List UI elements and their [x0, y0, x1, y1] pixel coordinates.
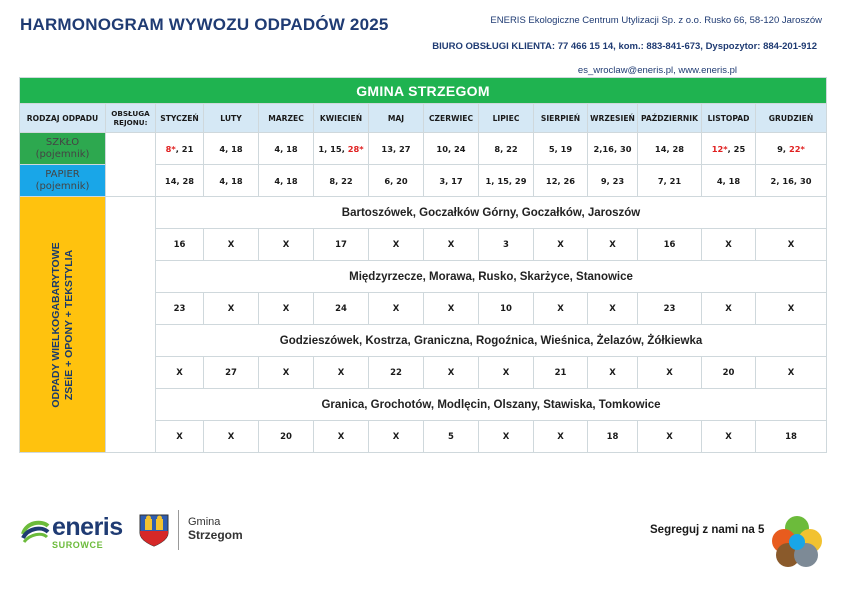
pickup-day-cell: X: [479, 357, 534, 389]
col-header-rodzaj: RODZAJ ODPADU: [20, 104, 106, 133]
szklo-date-cell: [534, 133, 588, 165]
date-value: 13, 27: [381, 143, 411, 154]
date-value: 1, 15,: [318, 143, 348, 154]
locality-list: Bartoszówek, Goczałków Górny, Goczałków, Jaroszów: [156, 197, 827, 229]
pickup-day-cell: X: [369, 293, 424, 325]
szklo-date-cell: [424, 133, 479, 165]
pickup-day-cell: X: [588, 357, 638, 389]
papier-date-cell: 7, 21: [638, 165, 702, 197]
col-header-obsluga: OBSŁUGA REJONU:: [106, 104, 156, 133]
pickup-day-cell: X: [424, 229, 479, 261]
locality-list: Granica, Grochotów, Modlęcin, Olszany, Stawiska, Tomkowice: [156, 389, 827, 421]
pickup-day-cell: 3: [479, 229, 534, 261]
date-special: 12*: [711, 143, 728, 154]
month-header: STYCZEŃ: [156, 104, 204, 133]
pickup-day-cell: 18: [756, 421, 827, 453]
szklo-date-cell: [204, 133, 259, 165]
page-title: HARMONOGRAM WYWOZU ODPADÓW 2025: [20, 15, 389, 34]
papier-date-cell: 1, 15, 29: [479, 165, 534, 197]
date-special: 28*: [347, 143, 364, 154]
date-value: 4, 18: [219, 143, 243, 154]
customer-service-phones: BIURO OBSŁUGI KLIENTA: 77 466 15 14, kom.: 883-841-673, Dyspozytor: 884-201-912: [432, 41, 817, 52]
pickup-day-cell: 17: [314, 229, 369, 261]
pickup-day-cell: 21: [534, 357, 588, 389]
date-special: 8*: [165, 143, 176, 154]
pickup-day-cell: X: [588, 229, 638, 261]
gmina-title: GMINA STRZEGOM: [20, 78, 827, 104]
pickup-day-cell: X: [204, 293, 259, 325]
pickup-day-cell: X: [424, 293, 479, 325]
pickup-day-cell: X: [204, 229, 259, 261]
waste-type-odpady: [20, 197, 106, 453]
month-header: LUTY: [204, 104, 259, 133]
strzegom-crest-icon: [139, 513, 169, 547]
month-header: LIPIEC: [479, 104, 534, 133]
papier-date-cell: 4, 18: [204, 165, 259, 197]
locality-list: Międzyrzecze, Morawa, Rusko, Skarżyce, Stanowice: [156, 261, 827, 293]
gmina-logo-line1: Gmina: [188, 516, 221, 528]
month-header: MARZEC: [259, 104, 314, 133]
month-header: SIERPIEŃ: [534, 104, 588, 133]
papier-date-cell: 12, 26: [534, 165, 588, 197]
eneris-logo: [20, 513, 130, 553]
pickup-day-cell: 23: [156, 293, 204, 325]
eneris-subtitle: SUROWCE: [52, 540, 104, 550]
gmina-logo-text: [188, 516, 243, 542]
pickup-day-cell: X: [259, 293, 314, 325]
waste-type-papier: [20, 165, 106, 197]
pickup-day-cell: 20: [259, 421, 314, 453]
gmina-header-row: [20, 78, 827, 104]
date-value: 5, 19: [548, 143, 573, 154]
pickup-day-cell: X: [314, 357, 369, 389]
pickup-day-cell: X: [156, 421, 204, 453]
pickup-day-cell: X: [588, 293, 638, 325]
date-value: 4, 18: [274, 143, 298, 154]
pickup-day-cell: X: [424, 357, 479, 389]
papier-date-cell: 9, 23: [588, 165, 638, 197]
five-fractions-recycling-icon: [770, 514, 824, 568]
odpady-label-line2: ZSEiE + OPONY + TEKSTYLIA: [62, 249, 75, 400]
locality-row: [20, 197, 827, 229]
szklo-date-cell: [588, 133, 638, 165]
schedule-table: [19, 77, 827, 453]
papier-date-cell: 2, 16, 30: [756, 165, 827, 197]
month-header: CZERWIEC: [424, 104, 479, 133]
company-address: ENERIS Ekologiczne Centrum Utylizacji Sp. z o.o. Rusko 66, 58-120 Jaroszów: [490, 15, 822, 26]
date-value: , 25: [727, 143, 746, 154]
pickup-day-cell: 5: [424, 421, 479, 453]
date-value: 2,16, 30: [593, 143, 632, 154]
date-special: 22*: [788, 143, 805, 154]
pickup-day-cell: X: [204, 421, 259, 453]
date-value: , 21: [175, 143, 194, 154]
papier-date-cell: 6, 20: [369, 165, 424, 197]
month-header: MAJ: [369, 104, 424, 133]
szklo-label: SZKŁO: [45, 136, 80, 148]
szklo-date-cell: [479, 133, 534, 165]
pickup-day-cell: X: [756, 293, 827, 325]
szklo-date-cell: [756, 133, 827, 165]
month-header: KWIECIEŃ: [314, 104, 369, 133]
szklo-date-cell: [156, 133, 204, 165]
pickup-day-cell: 16: [638, 229, 702, 261]
pickup-day-cell: X: [156, 357, 204, 389]
papier-date-cell: 4, 18: [259, 165, 314, 197]
contact-email-web: es_wroclaw@eneris.pl, www.eneris.pl: [577, 65, 737, 76]
szklo-date-cell: [369, 133, 424, 165]
szklo-row: [20, 133, 827, 165]
pickup-day-cell: X: [702, 421, 756, 453]
pickup-day-cell: X: [534, 229, 588, 261]
papier-date-cell: 14, 28: [156, 165, 204, 197]
locality-list: Godzieszówek, Kostrza, Graniczna, Rogoźnica, Wieśnica, Żelazów, Żółkiewka: [156, 325, 827, 357]
month-header: WRZESIEŃ: [588, 104, 638, 133]
odpady-vertical-label: [50, 242, 76, 407]
papier-date-cell: 3, 17: [424, 165, 479, 197]
date-value: 8, 22: [494, 143, 518, 154]
pickup-day-cell: X: [638, 421, 702, 453]
pickup-day-cell: X: [534, 293, 588, 325]
pickup-day-cell: 24: [314, 293, 369, 325]
pickup-day-cell: X: [702, 229, 756, 261]
pickup-day-cell: X: [756, 229, 827, 261]
footer-divider: [178, 510, 179, 550]
papier-date-cell: 8, 22: [314, 165, 369, 197]
pickup-day-cell: X: [534, 421, 588, 453]
pickup-day-cell: 22: [369, 357, 424, 389]
pickup-day-cell: 20: [702, 357, 756, 389]
pickup-day-cell: 16: [156, 229, 204, 261]
pickup-day-cell: X: [259, 229, 314, 261]
pickup-day-cell: X: [702, 293, 756, 325]
pickup-day-cell: 18: [588, 421, 638, 453]
papier-label: PAPIER: [45, 168, 80, 180]
month-header: GRUDZIEŃ: [756, 104, 827, 133]
gmina-logo-line2: Strzegom: [188, 528, 243, 542]
papier-date-cell: 4, 18: [702, 165, 756, 197]
papier-container-label: (pojemnik): [35, 180, 90, 192]
date-value: 14, 28: [654, 143, 685, 154]
waste-type-szklo: [20, 133, 106, 165]
month-header: PAŹDZIERNIK: [638, 104, 702, 133]
pickup-day-cell: X: [259, 357, 314, 389]
eneris-wordmark: eneris: [52, 513, 123, 541]
szklo-date-cell: [702, 133, 756, 165]
szklo-date-cell: [259, 133, 314, 165]
pickup-day-cell: 27: [204, 357, 259, 389]
pickup-day-cell: X: [638, 357, 702, 389]
pickup-day-cell: X: [479, 421, 534, 453]
pickup-day-cell: X: [369, 421, 424, 453]
date-value: 9,: [777, 143, 789, 154]
eneris-swoosh-icon: [20, 516, 50, 546]
obsluga-cell: [106, 133, 156, 197]
pickup-day-cell: 23: [638, 293, 702, 325]
szklo-container-label: (pojemnik): [35, 148, 90, 160]
szklo-date-cell: [638, 133, 702, 165]
pickup-day-cell: 10: [479, 293, 534, 325]
pickup-day-cell: X: [369, 229, 424, 261]
odpady-label-line1: ODPADY WIELKOGABARYTOWE: [49, 241, 62, 408]
month-header-row: [20, 104, 827, 133]
szklo-date-cell: [314, 133, 369, 165]
obsluga-cell: [106, 197, 156, 453]
month-header: LISTOPAD: [702, 104, 756, 133]
date-value: 10, 24: [436, 143, 466, 154]
pickup-day-cell: X: [756, 357, 827, 389]
segreguj-slogan: Segreguj z nami na 5: [650, 524, 765, 536]
pickup-day-cell: X: [314, 421, 369, 453]
